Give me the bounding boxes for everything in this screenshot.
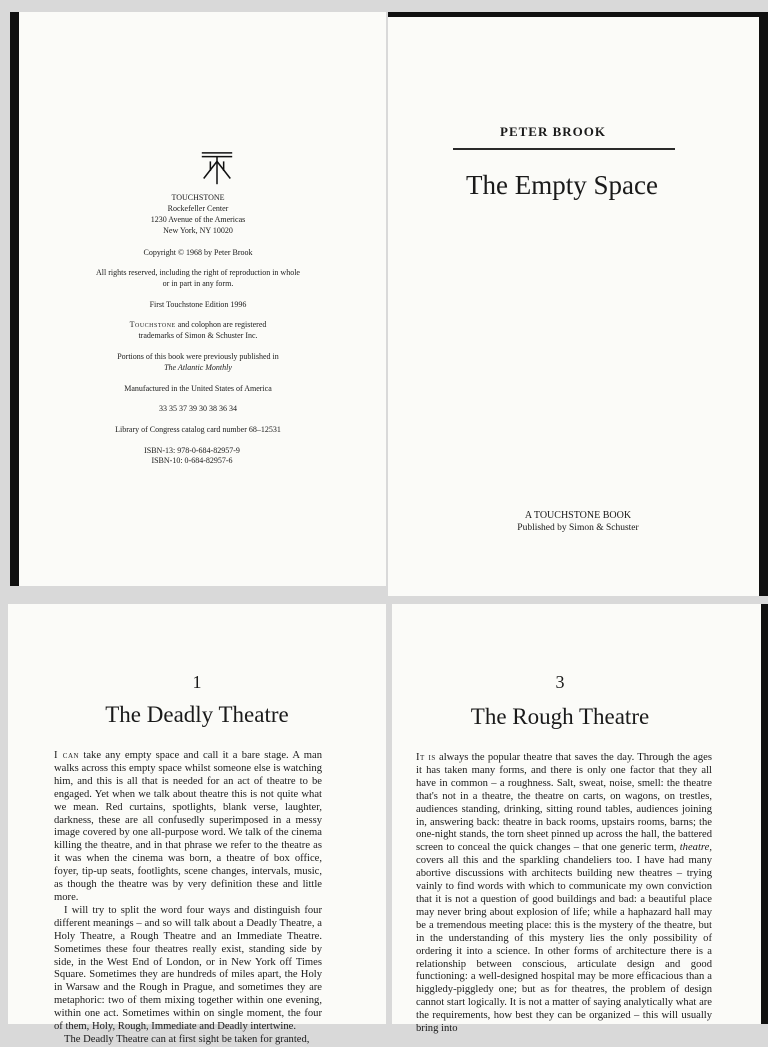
trademark-word: Touchstone	[129, 320, 176, 329]
paragraph-text: take any empty space and call it a bare stage. A man walks across this empty space whilst someone else is watching him, and this is all that is needed for an act of theatre to be engaged. Yet when we talk about theatre this is not quite what we mean. Red curtains, spotlights, blank verse, laughter, darkness, these are all confusedly superimposed in a messy image covered by one all-purpose word. We talk of the cinema killing the theatre, and in that phrase we refer to the theatre as it was when the cinema was born, a theatre of box office, foyer, tip-up seats, footlights, scene changes, intervals, music, as though the theatre was by very definition these and little more.	[54, 750, 322, 903]
trademark-line	[10, 320, 386, 331]
lead-caps: I can	[54, 750, 80, 761]
chapter-number: 1	[192, 672, 202, 692]
paragraph-text: , covers all this and the sparkling chandeliers too. I have had many abortive discussions with architects building new theatres – trying vainly to find words with which to communicate my own conviction that it is not a question of good buildings and bad: a beautiful place may never bring about explosion of life; while a haphazard hall may be a tremendous meeting place: this is the mystery of the theatre, but in the understanding of this mystery lies the only possibility of ordering it into a science. In other forms of architecture there is a relationship between conscious, articulate design and good functioning: a well-designed hospital may be more efficacious than a higgledy-piggledy one; but as for theatres, the problem of design cannot start logically. It is not a matter of saying analytically what are the requirements, how best they can be organized – this will usually bring into	[416, 842, 712, 1035]
copyright-page	[10, 12, 386, 586]
imprint-name: A TOUCHSTONE BOOK	[524, 510, 632, 521]
title-page	[388, 12, 768, 596]
paragraph	[54, 750, 322, 905]
chapter-title: The Rough Theatre	[470, 704, 650, 729]
manufactured-line: Manufactured in the United States of America	[124, 384, 272, 393]
scan-edge-top	[388, 12, 768, 17]
italic-word: theatre	[679, 842, 710, 854]
chapter-title: The Deadly Theatre	[105, 702, 289, 727]
scan-edge-right	[759, 12, 768, 596]
isbn10-line: ISBN-10: 0-684-82957-6	[151, 456, 233, 465]
chapter-body	[416, 752, 712, 1036]
loc-line: Library of Congress catalog card number 68–12531	[115, 425, 281, 434]
portions-line: Portions of this book were previously published in	[117, 352, 279, 361]
chapter-number: 3	[555, 672, 565, 692]
book-title: The Empty Space	[466, 170, 658, 200]
printing-numbers: 33 35 37 39 30 38 36 34	[159, 404, 237, 413]
address-line: 1230 Avenue of the Americas	[150, 215, 246, 224]
paragraph-text: always the popular theatre that saves the day. Through the ages it has taken many forms, and there is only one factor that they all have in common – a roughness. Salt, sweat, noise, smell: the theatre that's not in a theatre, the theatre on carts, on wagons, on trestles, audiences standing, drinking, sitting round tables, audiences joining in, answering back: theatre in back rooms, upstairs rooms, barns; the one-night stands, the torn sheet pinned up across the hall, the battered screen to conceal the quick changes – that one generic term,	[416, 752, 712, 854]
isbn13-line: ISBN-13: 978-0-684-82957-9	[144, 446, 240, 455]
chapter-1-page	[8, 604, 386, 1045]
chapter-body	[54, 750, 322, 1047]
imprint-publisher: Published by Simon & Schuster	[517, 523, 639, 533]
scan-edge-left	[10, 12, 19, 586]
trademark-rest: and colophon are registered	[175, 320, 267, 329]
scan-edge-right	[761, 604, 768, 1024]
paragraph: I will try to split the word four ways and distinguish four different meanings – and so will talk about a Deadly Theatre, a Holy Theatre, a Rough Theatre and an Immediate Theatre. Sometimes these four theatres really exist, standing side by side, in the West End of London, or in New York off Times Square. Sometimes they are hundreds of miles apart, the Holy in Warsaw and the Rough in Prague, and sometimes they are metaphoric: two of them mixing together within one evening, within one act. Sometimes within on single moment, the four of them, Holy, Rough, Immediate and Deadly intertwine.	[54, 904, 322, 1033]
paragraph	[416, 752, 712, 1036]
lead-caps: It is	[416, 752, 436, 763]
chapter-3-page	[392, 604, 768, 1035]
rights-line: or in part in any form.	[162, 279, 234, 288]
paragraph: The Deadly Theatre can at first sight be taken for granted,	[64, 1033, 310, 1045]
magazine-title-text: The Atlantic Monthly	[164, 363, 232, 372]
copyright-notice: Copyright © 1968 by Peter Brook	[143, 248, 253, 257]
magazine-title	[10, 363, 386, 374]
touchstone-logo	[198, 150, 236, 188]
rights-line: All rights reserved, including the right of reproduction in whole	[96, 268, 300, 277]
address-line: New York, NY 10020	[163, 226, 233, 235]
publisher-name: TOUCHSTONE	[171, 193, 225, 202]
trademark-line: trademarks of Simon & Schuster Inc.	[138, 331, 258, 340]
title-rule	[453, 148, 675, 150]
address-line: Rockefeller Center	[167, 204, 229, 213]
edition-line: First Touchstone Edition 1996	[149, 300, 247, 309]
author-name: PETER BROOK	[500, 124, 606, 139]
